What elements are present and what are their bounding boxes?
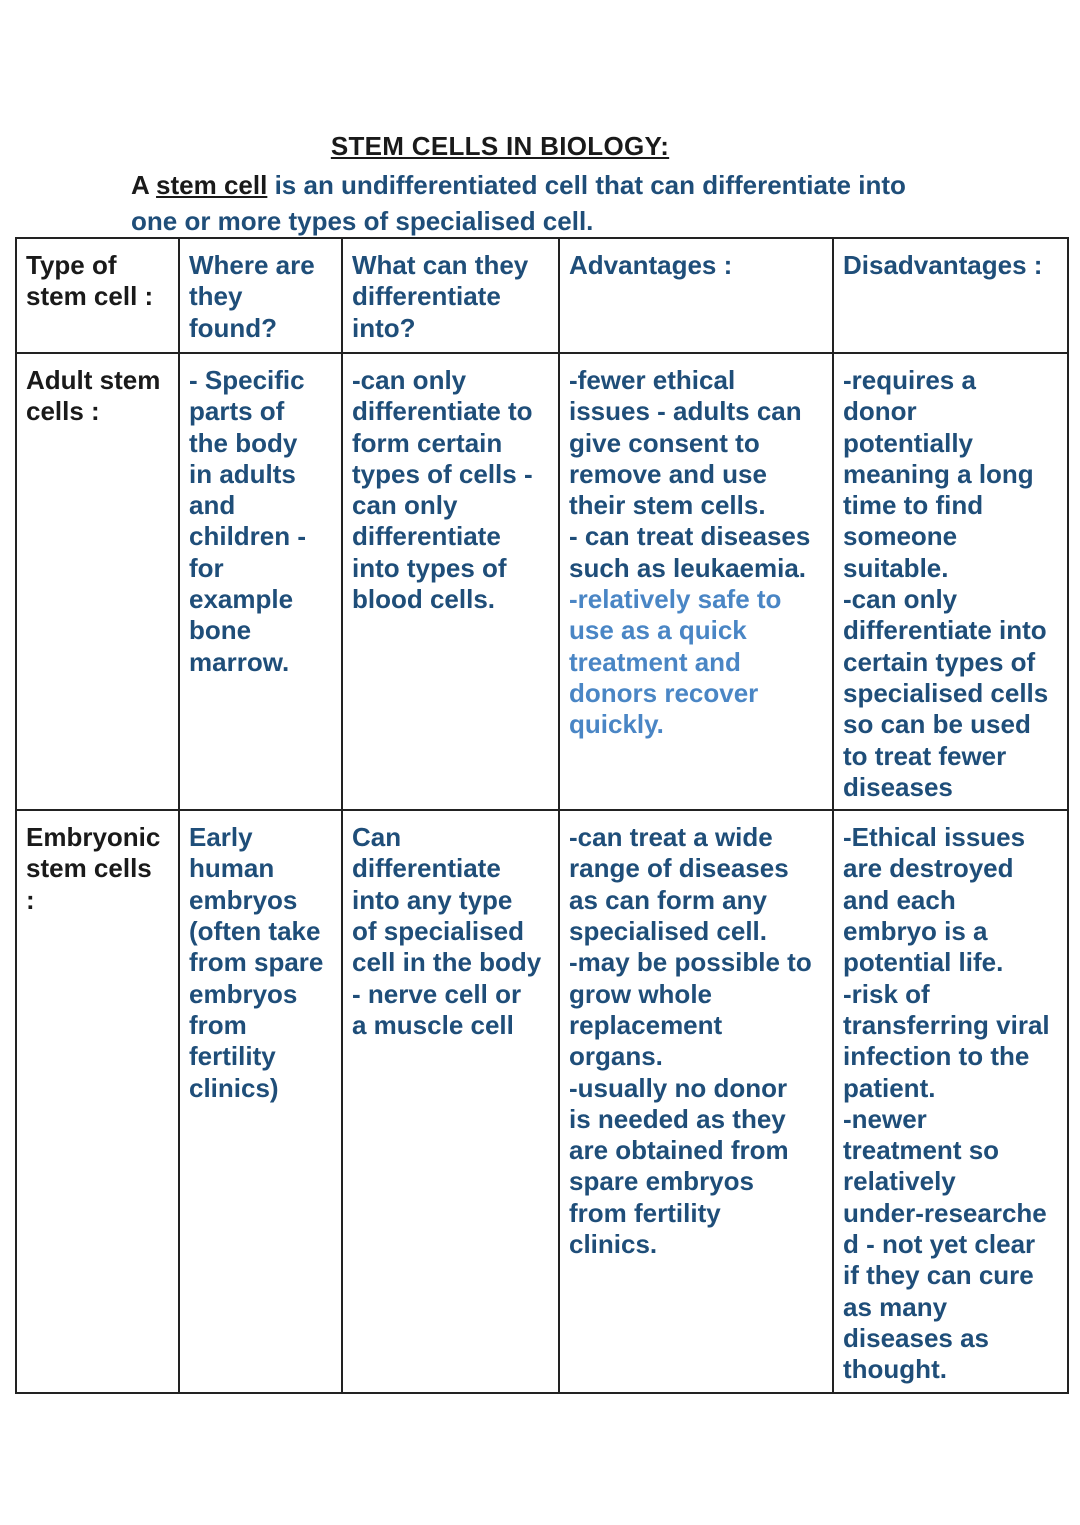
cell-line: cell in the body <box>352 947 542 978</box>
cell-line: embryo is a <box>843 916 988 947</box>
cell-line: replacement <box>569 1009 723 1040</box>
cell-line: relatively <box>843 1166 956 1197</box>
cell-line: potentially <box>843 427 974 458</box>
cell-line: thought. <box>843 1354 947 1385</box>
cell-line: -Ethical issues <box>843 822 1026 853</box>
header-advantages <box>559 238 833 353</box>
cell-line: in adults <box>189 458 296 489</box>
cell-line: infection to the <box>843 1041 1030 1072</box>
intro-line-2: one or more types of specialised cell. <box>131 206 594 236</box>
cell-line: Early <box>189 822 253 853</box>
cell-line: from spare <box>189 947 324 978</box>
cell-line: -fewer ethical <box>569 365 736 395</box>
cell-line: they <box>189 281 243 312</box>
cell-line: meaning a long <box>843 458 1034 489</box>
cell-line: treatment so <box>843 1135 1000 1166</box>
cell-line: -usually no donor <box>569 1072 788 1103</box>
cell-line: into types of <box>352 552 507 583</box>
cell-line: - Specific <box>189 365 305 395</box>
embryonic-where <box>179 810 342 1392</box>
cell-line: found? <box>189 312 278 343</box>
cell-line: someone <box>843 521 958 552</box>
cell-line: and each <box>843 884 956 915</box>
cell-line: donor <box>843 396 917 427</box>
cell-line: diseases <box>843 771 953 802</box>
adult-adv-light <box>569 584 824 740</box>
cell-line: : <box>26 884 35 915</box>
cell-line: example <box>189 584 294 615</box>
cell-line: treatment and <box>569 646 741 677</box>
cell-line: embryos <box>189 884 298 915</box>
cell-line: transferring viral <box>843 1009 1050 1040</box>
cell-line: embryos <box>189 978 298 1009</box>
cell-line: parts of <box>189 396 285 427</box>
cell-line: - can treat diseases <box>569 521 811 552</box>
embryonic-advantages <box>559 810 833 1392</box>
cell-line: so can be used <box>843 709 1031 740</box>
cell-line: specialised cells <box>843 677 1049 708</box>
cell-line: to treat fewer <box>843 740 1007 771</box>
cell-line: -newer <box>843 1103 927 1134</box>
cell-line: range of diseases <box>569 853 789 884</box>
cell-line: use as a quick <box>569 615 747 646</box>
adult-adv-dark <box>569 365 824 584</box>
cell-line: -relatively safe to <box>569 584 782 615</box>
cell-line: specialised cell. <box>569 916 768 947</box>
cell-line: as can form any <box>569 884 767 915</box>
cell-line: children - <box>189 521 307 552</box>
embryonic-what <box>342 810 559 1392</box>
embryonic-row <box>16 810 1068 1392</box>
cell-line: the body <box>189 427 298 458</box>
cell-line: What can they <box>352 250 529 280</box>
cell-line: into any type <box>352 884 513 915</box>
cell-line: (often take <box>189 916 321 947</box>
cell-line: differentiate to <box>352 396 533 427</box>
cell-line: - nerve cell or <box>352 978 522 1009</box>
cell-line: bone <box>189 615 252 646</box>
header-what <box>342 238 559 353</box>
cell-line: give consent to <box>569 427 760 458</box>
cell-line: blood cells. <box>352 584 496 615</box>
adult-label <box>16 353 179 810</box>
embryonic-disadvantages <box>833 810 1068 1392</box>
cell-line: are obtained from <box>569 1135 789 1166</box>
cell-line: stem cell : <box>26 281 154 312</box>
intro-line-1 <box>131 167 1031 203</box>
cell-line: -may be possible to <box>569 947 812 978</box>
cell-line: and <box>189 490 236 521</box>
cell-line: from fertility <box>569 1197 721 1228</box>
header-where <box>179 238 342 353</box>
cell-line: form certain <box>352 427 503 458</box>
cell-line: differentiate into <box>843 615 1047 646</box>
cell-line: differentiate <box>352 281 501 312</box>
stem-cell-table <box>15 237 1069 1394</box>
adult-where <box>179 353 342 810</box>
adult-row <box>16 353 1068 810</box>
intro-definition <box>131 167 1031 239</box>
cell-line: under-researche <box>843 1197 1047 1228</box>
cell-line: Adult stem <box>26 365 161 395</box>
cell-line: differentiate <box>352 853 501 884</box>
cell-line: marrow. <box>189 646 290 677</box>
cell-line: suitable. <box>843 552 949 583</box>
cell-line: from <box>189 1009 247 1040</box>
header-type <box>16 238 179 353</box>
cell-line: diseases as <box>843 1322 990 1353</box>
header-disadvantages <box>833 238 1068 353</box>
cell-line: such as leukaemia. <box>569 552 807 583</box>
cell-line: human <box>189 853 275 884</box>
cell-line: -can only <box>352 365 467 395</box>
cell-line: clinics) <box>189 1072 279 1103</box>
cell-line: stem cells <box>26 853 152 884</box>
cell-line: are destroyed <box>843 853 1014 884</box>
cell-line: clinics. <box>569 1229 658 1260</box>
embryonic-label <box>16 810 179 1392</box>
cell-line: remove and use <box>569 458 767 489</box>
cell-line: -risk of <box>843 978 930 1009</box>
cell-line: Type of <box>26 250 117 280</box>
cell-line: issues - adults can <box>569 396 802 427</box>
cell-line: spare embryos <box>569 1166 754 1197</box>
intro-rest: is an undifferentiated cell that can differentiate into <box>274 170 906 200</box>
cell-line: into? <box>352 312 416 343</box>
adult-disadvantages <box>833 353 1068 810</box>
cell-line: -can treat a wide <box>569 822 773 853</box>
cell-line: -requires a <box>843 365 976 395</box>
stem-cell-term: stem cell <box>156 170 268 200</box>
cell-line: differentiate <box>352 521 501 552</box>
cell-line: -can only <box>843 584 958 615</box>
cell-line: grow whole <box>569 978 712 1009</box>
cell-line: d - not yet clear <box>843 1229 1036 1260</box>
intro-article: A <box>131 170 149 200</box>
cell-line: of specialised <box>352 916 524 947</box>
cell-line: patient. <box>843 1072 936 1103</box>
cell-line: donors recover <box>569 677 759 708</box>
cell-line: cells : <box>26 396 100 427</box>
page-title: STEM CELLS IN BIOLOGY: <box>330 131 670 161</box>
cell-line: Where are <box>189 250 315 280</box>
cell-line: for <box>189 552 224 583</box>
cell-line: types of cells - <box>352 458 533 489</box>
cell-line: as many <box>843 1291 948 1322</box>
cell-line: fertility <box>189 1041 276 1072</box>
cell-line: is needed as they <box>569 1103 786 1134</box>
cell-line: a muscle cell <box>352 1009 514 1040</box>
cell-line: if they can cure <box>843 1260 1034 1291</box>
cell-line: their stem cells. <box>569 490 766 521</box>
cell-line: certain types of <box>843 646 1036 677</box>
cell-line: Advantages : <box>569 250 733 280</box>
cell-line: Disadvantages : <box>843 250 1043 280</box>
cell-line: Embryonic <box>26 822 161 853</box>
cell-line: time to find <box>843 490 984 521</box>
adult-advantages <box>559 353 833 810</box>
cell-line: potential life. <box>843 947 1004 978</box>
cell-line: quickly. <box>569 709 664 740</box>
cell-line: Can <box>352 822 402 853</box>
header-row <box>16 238 1068 353</box>
cell-line: can only <box>352 490 458 521</box>
cell-line: organs. <box>569 1041 663 1072</box>
adult-what <box>342 353 559 810</box>
